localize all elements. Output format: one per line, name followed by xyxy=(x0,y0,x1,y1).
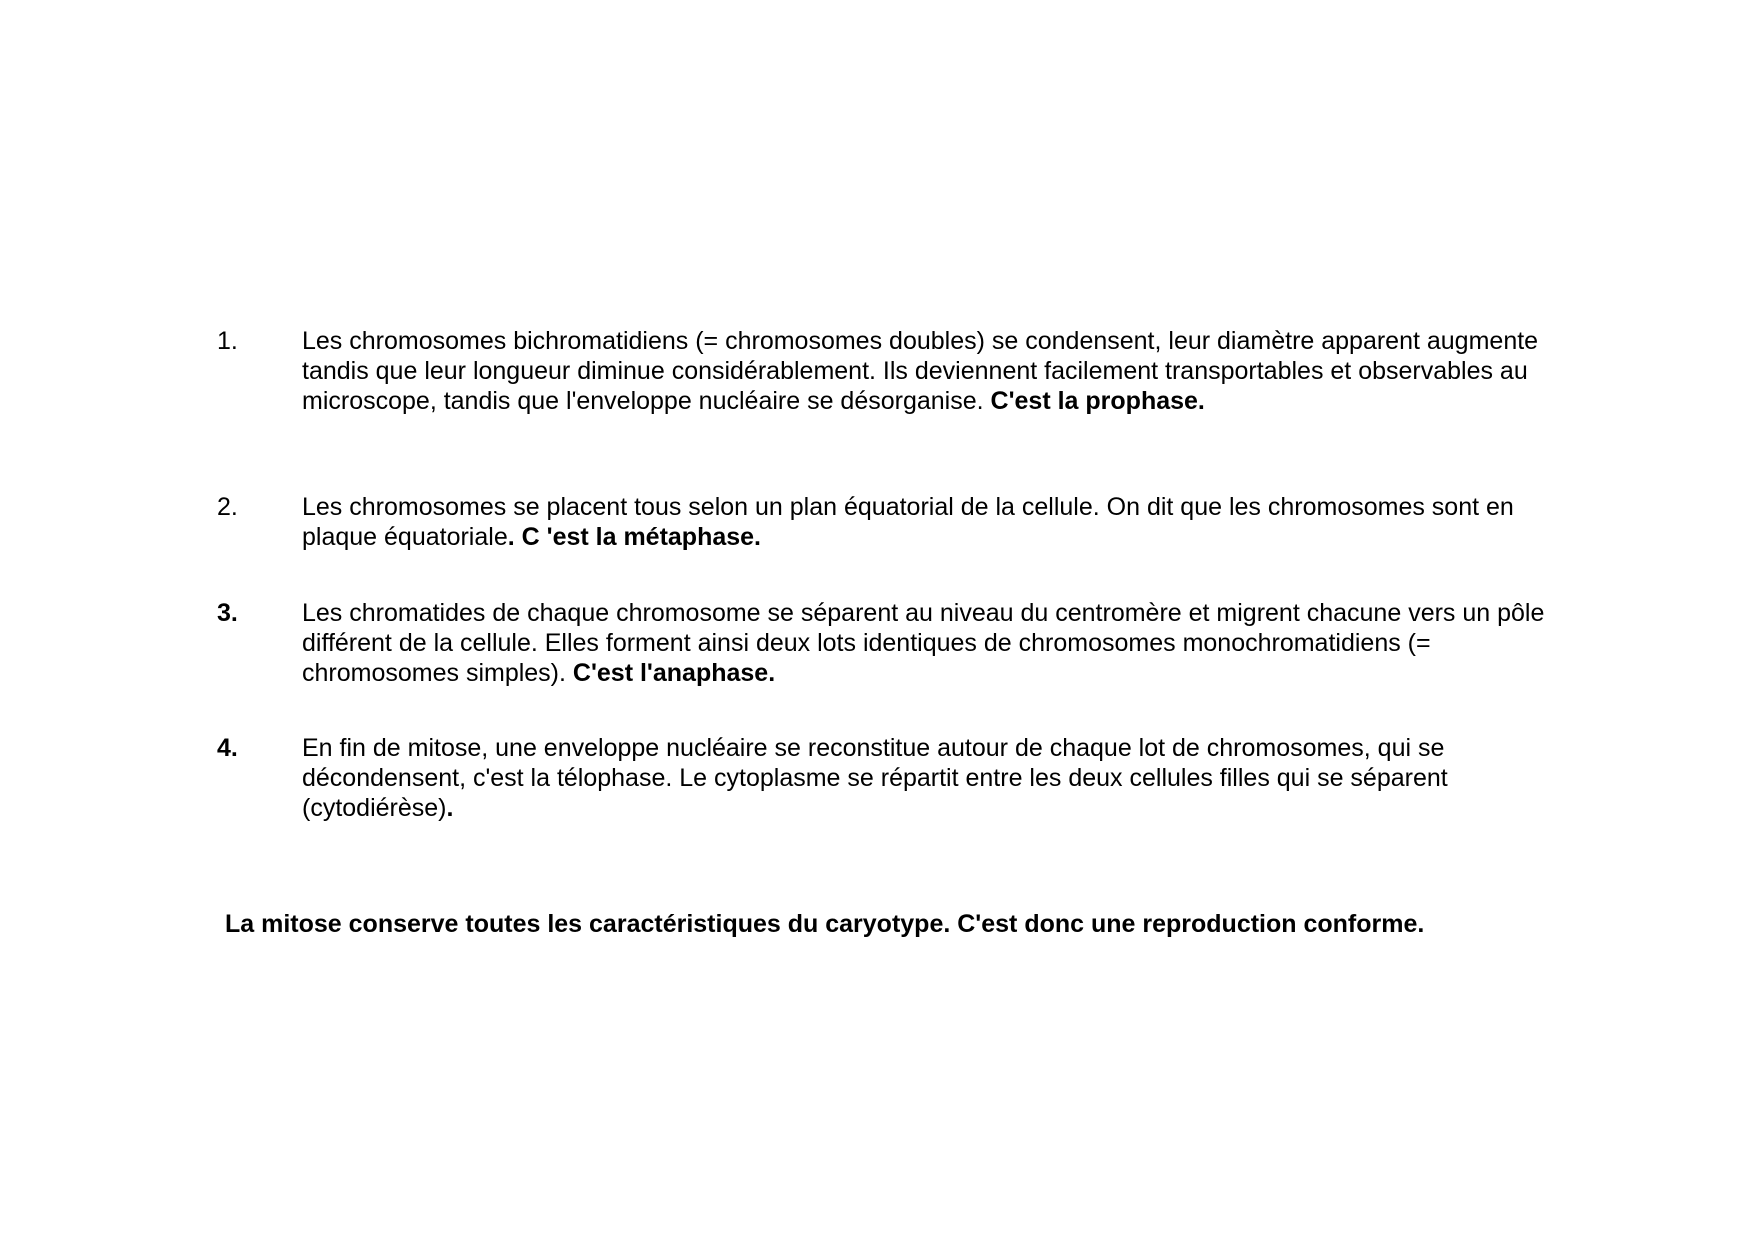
list-item-emphasis: . C 'est la métaphase. xyxy=(507,523,762,551)
list-item-body: Les chromatides de chaque chromosome se séparent au niveau du centromère et migrent chacune vers un pôle différent de la cellule. Elles forment ainsi deux lots identiques de chromosomes monochromatidiens (= chromosomes simples). xyxy=(302,599,1545,687)
list-item-body: En fin de mitose, une enveloppe nucléaire se reconstitue autour de chaque lot de chromosomes, qui se décondensent, c'est la télophase. Le cytoplasme se répartit entre les deux cellules filles qui se séparent (cytodiérèse) xyxy=(302,734,1448,822)
list-item-text xyxy=(302,733,1562,823)
list-number: 3. xyxy=(217,599,238,627)
list-item-text xyxy=(302,492,1562,552)
list-item-emphasis: C'est l'anaphase. xyxy=(572,659,776,687)
list-number: 1. xyxy=(217,327,238,355)
list-item-body: Les chromosomes bichromatidiens (= chromosomes doubles) se condensent, leur diamètre apparent augmente tandis que leur longueur diminue considérablement. Ils deviennent facilement transportables et observables au microscope, tandis que l'enveloppe nucléaire se désorganise. xyxy=(302,327,1539,415)
list-number: 4. xyxy=(217,734,238,762)
list-number: 2. xyxy=(217,493,238,521)
list-item-emphasis: . xyxy=(446,794,454,822)
list-item-text xyxy=(302,326,1562,416)
list-item-emphasis: C'est la prophase. xyxy=(990,387,1205,415)
list-item-body: Les chromosomes se placent tous selon un plan équatorial de la cellule. On dit que les chromosomes sont en plaque équatoriale xyxy=(302,493,1514,551)
conclusion-text: La mitose conserve toutes les caractéristiques du caryotype. C'est donc une reproduction conforme. xyxy=(225,910,1425,938)
list-item-text xyxy=(302,598,1562,688)
